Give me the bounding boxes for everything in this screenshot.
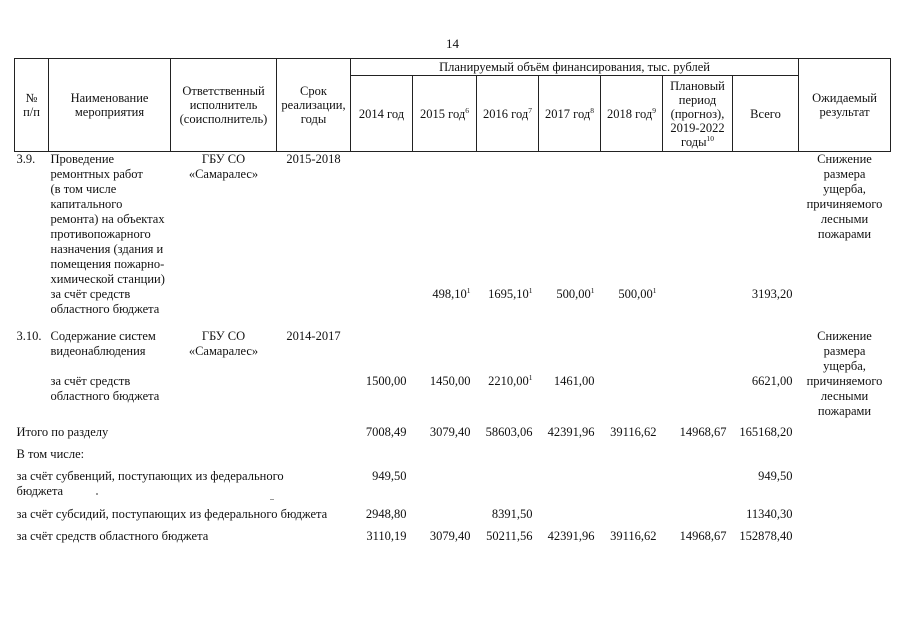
regional-2014: 3110,19 bbox=[366, 529, 407, 543]
header-total: Всего bbox=[733, 76, 799, 152]
total-all: 165168,20 bbox=[739, 425, 793, 439]
value-2014 bbox=[351, 287, 413, 317]
header-2015: 2015 год$^6$ bbox=[413, 76, 477, 152]
subsidies-total: 11340,30 bbox=[746, 507, 793, 521]
subventions-row bbox=[15, 469, 891, 507]
table-row bbox=[15, 329, 891, 374]
subsidies-row bbox=[15, 507, 891, 529]
regional-plan: 14968,67 bbox=[679, 529, 727, 543]
value-2014: 1500,00 bbox=[365, 374, 407, 388]
header-name: Наименование мероприятия bbox=[49, 59, 171, 152]
subventions-2014: 949,50 bbox=[372, 469, 407, 483]
value-2015: 498,10$^1$ bbox=[432, 286, 471, 301]
table-row bbox=[15, 287, 891, 317]
value-2018: 500,00$^1$ bbox=[618, 286, 657, 301]
table-row bbox=[15, 152, 891, 288]
value-2016: 1695,10$^1$ bbox=[488, 286, 533, 301]
table-row bbox=[15, 374, 891, 419]
executor: ГБУ СО «Самаралес» bbox=[188, 329, 259, 358]
total-2017: 42391,96 bbox=[547, 425, 595, 439]
regional-2016: 50211,56 bbox=[486, 529, 533, 543]
value-2016: 2210,00$^1$ bbox=[488, 373, 533, 388]
subsidies-2016: 8391,50 bbox=[491, 507, 533, 521]
row-number: 3.9. bbox=[16, 152, 36, 166]
funding-source: за счёт средств областного бюджета bbox=[50, 287, 160, 316]
header-no: № п/п bbox=[15, 59, 49, 152]
header-2017: 2017 год$^8$ bbox=[539, 76, 601, 152]
total-label: Итого по разделу bbox=[16, 425, 109, 439]
total-plan: 14968,67 bbox=[679, 425, 727, 439]
page-number: 14 bbox=[446, 36, 459, 51]
value-2018 bbox=[601, 374, 663, 419]
total-2015: 3079,40 bbox=[429, 425, 471, 439]
regional-total: 152878,40 bbox=[739, 529, 793, 543]
value-plan bbox=[663, 287, 733, 317]
row-number: 3.10. bbox=[16, 329, 42, 343]
section-total-row bbox=[15, 425, 891, 447]
regional-2015: 3079,40 bbox=[429, 529, 471, 543]
total-2016: 58603,06 bbox=[485, 425, 533, 439]
subsidies-2014: 2948,80 bbox=[365, 507, 407, 521]
total-2014: 7008,49 bbox=[365, 425, 407, 439]
regional-label: за счёт средств областного бюджета bbox=[16, 529, 209, 543]
including-label: В том числе: bbox=[16, 447, 85, 461]
header-term: Срок реализации, годы bbox=[277, 59, 351, 152]
value-2017: 500,00$^1$ bbox=[556, 286, 595, 301]
subventions-label: за счёт субвенций, поступающих из федерального бюджета bbox=[16, 469, 284, 498]
expected-result: Снижение размера ущерба, причиняемого лесными пожарами bbox=[806, 152, 883, 241]
total-2018: 39116,62 bbox=[610, 425, 657, 439]
expected-result: Снижение размера ущерба, причиняемого лесными пожарами bbox=[806, 329, 883, 418]
regional-2017: 42391,96 bbox=[547, 529, 595, 543]
regional-2018: 39116,62 bbox=[610, 529, 657, 543]
scan-speck bbox=[270, 499, 274, 500]
value-2017: 1461,00 bbox=[553, 374, 595, 388]
header-plan-period: Плановый период (прогноз), 2019-2022 годы$^{10}$ bbox=[663, 76, 733, 152]
header-funding-group: Планируемый объём финансирования, тыс. рублей bbox=[351, 59, 799, 76]
header-executor: Ответственный исполнитель (соисполнитель) bbox=[171, 59, 277, 152]
value-total: 6621,00 bbox=[751, 374, 793, 388]
including-row bbox=[15, 447, 891, 469]
header-2018: 2018 год$^9$ bbox=[601, 76, 663, 152]
funding-table bbox=[14, 58, 891, 551]
header-result: Ожидаемый результат bbox=[799, 59, 891, 152]
measure-name: Содержание систем видеонаблюдения bbox=[50, 329, 156, 358]
measure-name: Проведение ремонтных работ (в том числе капитального ремонта) на объектах противопожарного назначения (здания и помещения пожарно- химической станции) bbox=[50, 152, 165, 286]
funding-source: за счёт средств областного бюджета bbox=[50, 374, 160, 403]
scan-speck bbox=[96, 493, 98, 495]
subventions-total: 949,50 bbox=[758, 469, 793, 483]
header-2016: 2016 год$^7$ bbox=[477, 76, 539, 152]
value-2015: 1450,00 bbox=[429, 374, 471, 388]
executor: ГБУ СО «Самаралес» bbox=[188, 152, 259, 181]
term: 2014-2017 bbox=[286, 329, 341, 343]
value-plan bbox=[663, 374, 733, 419]
subsidies-label: за счёт субсидий, поступающих из федерального бюджета bbox=[16, 507, 328, 521]
value-total: 3193,20 bbox=[751, 287, 793, 301]
term: 2015-2018 bbox=[286, 152, 341, 166]
header-2014: 2014 год bbox=[351, 76, 413, 152]
regional-row bbox=[15, 529, 891, 551]
